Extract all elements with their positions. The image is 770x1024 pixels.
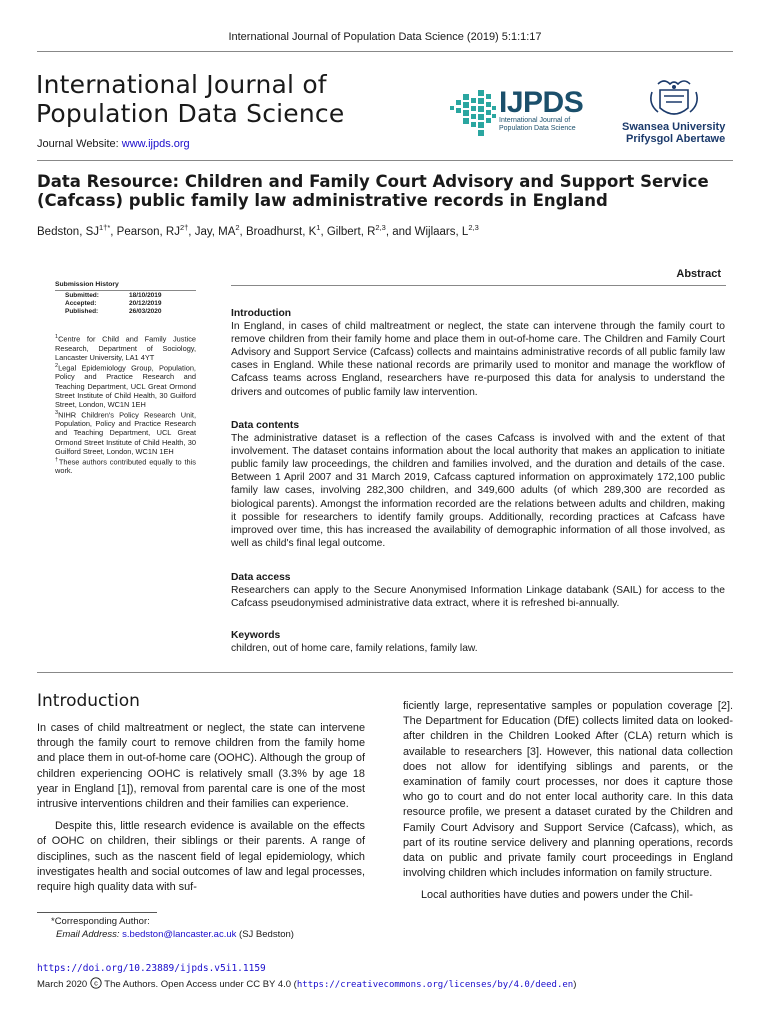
body-column-left [37,690,365,895]
affiliation-mark: 2 [55,362,59,369]
section-heading: Introduction [37,691,140,711]
license-date: March 2020 [37,979,90,990]
body-paragraph: In cases of child maltreatment or neglect, the state can intervene through the family court to remove children from the family home and place them in out-of-home care (OOHC). Although the group of children experiencing OOHC is relatively small (3.3% by age 18 year in England [1]), removal from parental care is one of the most intrusive interventions children and their families can experience. [37,722,365,811]
running-head: International Journal of Population Data Science (2019) 5:1:1:17 [228,31,542,43]
doi-link[interactable]: https://doi.org/10.23889/ijpds.v5i1.1159 [37,963,266,974]
affiliation-text: Legal Epidemiology Group, Population, Policy and Practice Research and Teaching Department, UCL Great Ormond Street Institute of Child Health, 30 Guilford Street, London, WC1N 1EH [55,363,196,409]
footnote [51,915,294,941]
journal-title [36,70,344,128]
ijpds-subtitle [499,117,576,133]
submission-row [55,300,162,308]
body-paragraph: ficiently large, representative samples or population coverage [2]. The Department for Education (DfE) collects limited data on looked-after children in the Children Looked After (CLA) return which is available to researchers [3]. However, this national data collection does not allow for identifying siblings and parents, or the examination of family court processes, nor does it capture those who go to court and do not enter local authority care. In this data resource profile, we present a dataset curated by the Children and Family Court Advisory and Support Service (Cafcass), which, as part of its routine service delivery and planning operations, records data on public and private family court proceedings in England involving children which includes information on family structure. [403,700,733,880]
author-affiliation-mark: 2,3 [468,223,479,232]
license-close: ) [573,979,577,990]
abstract-section-heading: Keywords [231,630,281,641]
header-rule [37,51,733,52]
author-separator: , [320,225,327,238]
abstract-data-contents [231,419,725,550]
abstract-heading: Abstract [676,268,721,280]
journal-website-label: Journal Website: [37,138,122,150]
body-paragraph: Local authorities have duties and powers under the Chil- [421,889,693,902]
abstract-section-text: The administrative dataset is a reflection of the cases Cafcass is involved with and the extent of that involvement. The dataset contains information about the local authority that makes an application to initiate public family law proceedings, the children and families involved, and the duration and details of the case. Between 1 April 2007 and 31 March 2019, Cafcass captured information on approximately 172,100 public family law cases, involving 282,300 children, and 349,600 adults (of which 289,300 are recorded as biological parents). Amongst the information recorded are the relations between adults and children, making it possible for researchers to identify family groups. Additionally, recording practices at Cafcass have improved over time, this has increased the availability of demographic information of all those involved, as well as child's final legal outcome. [231,433,725,549]
email-link[interactable]: s.bedston@lancaster.ac.uk [122,929,237,940]
ijpds-wordmark: IJPDS [499,86,584,119]
journal-website-link[interactable]: www.ijpds.org [121,138,190,150]
journal-title-line1: International Journal of [36,70,327,99]
author-affiliation-mark: 2 [235,223,240,232]
affiliations [55,333,196,475]
email-label: Email Address: [56,929,120,940]
author-affiliation-mark: 2† [179,223,189,232]
affiliation-text: NIHR Children's Policy Research Unit, Population, Policy and Practice Research and Teaching Department, UCL Great Ormond Street Institute of Child Health, 30 Guilford Street, London, WC1N 1EH [55,410,196,456]
affiliation-mark: 1 [55,334,59,341]
license-link[interactable]: https://creativecommons.org/licenses/by/4.0/deed.en [296,980,574,990]
submission-history-heading: Submission History [55,281,119,288]
abstract-section-heading: Introduction [231,308,292,319]
submission-value: 26/03/2020 [129,308,162,316]
submission-table [55,292,162,316]
author-separator: , [239,225,246,238]
copyright-icon [90,977,102,989]
author-separator: , and [385,225,415,238]
abstract-introduction [231,307,725,399]
ijpds-subtitle-line2: Population Data Science [499,125,576,132]
swansea-name-cy: Prifysgol Abertawe [626,133,726,145]
corresponding-email [51,928,294,941]
doi [37,963,266,974]
license-text: The Authors. Open Access under CC BY 4.0 ( [101,979,297,990]
submission-rule [55,290,196,291]
copyright-letter: c [93,978,98,988]
author-affiliation-mark: 1 [316,223,321,232]
submission-value: 18/10/2019 [129,292,162,300]
email-suffix: (SJ Bedston) [236,929,294,940]
author-name: Jay, MA [194,225,236,238]
affiliation-text: These authors contributed equally to this work. [55,457,196,476]
affiliation [55,362,196,409]
body-column-right [403,699,733,904]
submission-key: Accepted: [65,300,97,308]
ijpds-subtitle-line1: International Journal of [499,117,571,124]
corresponding-author-label: *Corresponding Author: [51,916,150,927]
sidebar [55,280,196,475]
journal-website [37,138,190,150]
author-name: Wijlaars, L [414,225,469,238]
title-rule [37,160,733,161]
author-name: Bedston, SJ [37,225,100,238]
abstract-keywords [231,629,725,655]
abstract-end-rule [37,672,733,673]
footnote-rule [37,912,157,913]
abstract-data-access [231,571,725,610]
abstract-section-text: Researchers can apply to the Secure Anonymised Information Linkage databank (SAIL) for access to the Cafcass pseudonymised administrative data extract, where it is refreshed bi-annually. [231,585,725,610]
abstract-section-text: In England, in cases of child maltreatment or neglect, the state can intervene through the family court to remove children from their family home and place them in out-of-home care. The Children and Family Court Advisory and Support Service (Cafcass) collects and maintains administrative records of all public family law cases in England. While these national records are primarily used to monitor and manage the workflow of Cafcass teams across England, researchers have re-purposed this data for analysis to understand the drivers and outcomes of public family law intervention. [231,321,725,398]
affiliation [55,409,196,456]
submission-value: 20/12/2019 [129,300,162,308]
submission-row [55,292,162,300]
affiliation [55,456,196,476]
affiliation-mark: † [55,456,59,463]
journal-title-line2: Population Data Science [36,99,345,128]
body-paragraph: Despite this, little research evidence is available on the effects of OOHC on children, their siblings or their parents. A range of disciplines, such as the nascent field of legal epidemiology, which investigates health and social outcomes of law and legal processes, require high quality data with suf- [37,820,365,894]
author-affiliation-mark: 2,3 [375,223,386,232]
affiliation-mark: 3 [55,409,59,416]
submission-key: Submitted: [65,292,99,300]
abstract-section-heading: Data access [231,572,291,583]
submission-row [55,308,162,316]
author-affiliation-mark: 1†* [99,223,111,232]
paper-title: Data Resource: Children and Family Court Advisory and Support Service (Cafcass) public family law administrative records in England [37,172,709,210]
swansea-name-en: Swansea University [622,121,726,133]
author-separator: , [188,225,195,238]
affiliation [55,333,196,362]
abstract-section-heading: Data contents [231,420,300,431]
abstract-section-text: children, out of home care, family relations, family law. [231,643,478,655]
affiliation-text: Centre for Child and Family Justice Research, Department of Sociology, Lancaster University, LA1 4YT [55,334,196,362]
submission-key: Published: [65,308,99,316]
author-name: Pearson, RJ [116,225,180,238]
license-line [37,977,576,990]
author-name: Gilbert, R [326,225,376,238]
author-name: Broadhurst, K [245,225,317,238]
author-list [37,223,479,238]
abstract-rule [231,285,726,286]
author-separator: , [110,225,117,238]
